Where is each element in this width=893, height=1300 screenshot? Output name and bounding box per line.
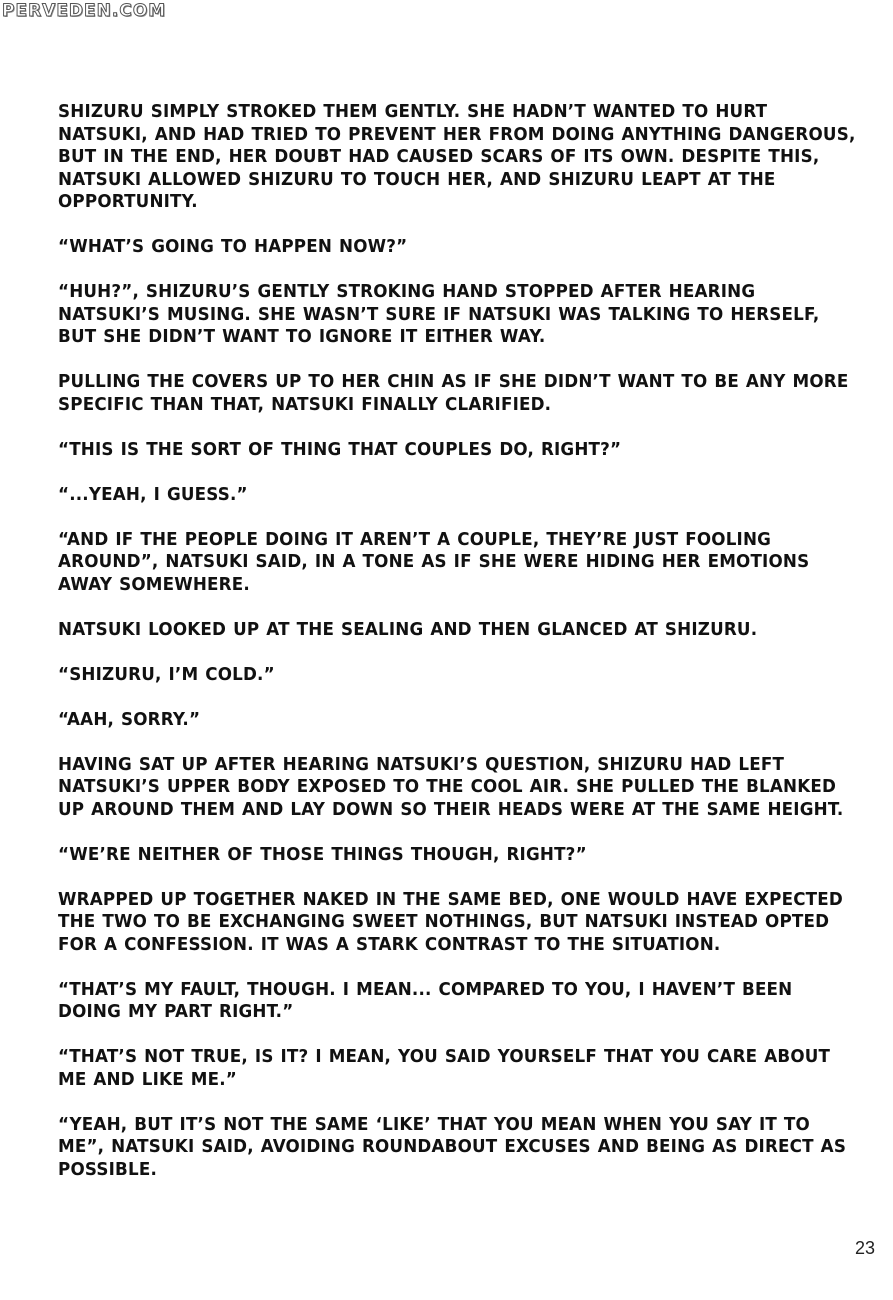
paragraph-5: “THIS IS THE SORT OF THING THAT COUPLES DO, RIGHT?” <box>58 438 622 460</box>
paragraph-16: “YEAH, BUT IT’S NOT THE SAME ‘LIKE’ THAT YOU MEAN WHEN YOU SAY IT TO ME”, NATSUKI SAID, AVOIDING ROUNDABOUT EXCUSES AND BEING AS DIRECT AS POSSIBLE. <box>58 1113 847 1180</box>
paragraph-10: “AAH, SORRY.” <box>58 708 201 730</box>
paragraph-11: HAVING SAT UP AFTER HEARING NATSUKI’S QUESTION, SHIZURU HAD LEFT NATSUKI’S UPPER BODY EXPOSED TO THE COOL AIR. SHE PULLED THE BLANKED UP AROUND THEM AND LAY DOWN SO THEIR HEADS WERE AT THE SAME HEIGHT. <box>58 753 844 820</box>
paragraph-14: “THAT’S MY FAULT, THOUGH. I MEAN... COMPARED TO YOU, I HAVEN’T BEEN DOING MY PART RIGHT.” <box>58 978 793 1022</box>
paragraph-1: SHIZURU SIMPLY STROKED THEM GENTLY. SHE HADN’T WANTED TO HURT NATSUKI, AND HAD TRIED TO PREVENT HER FROM DOING ANYTHING DANGEROUS, BUT IN THE END, HER DOUBT HAD CAUSED SCARS OF ITS OWN. DESPITE THIS, NATSUKI ALLOWED SHIZURU TO TOUCH HER, AND SHIZURU LEAPT AT THE OPPORTUNITY. <box>58 101 856 212</box>
paragraph-9: “SHIZURU, I’M COLD.” <box>58 663 275 685</box>
paragraph-8: NATSUKI LOOKED UP AT THE SEALING AND THEN GLANCED AT SHIZURU. <box>58 618 758 640</box>
paragraph-3: “HUH?”, SHIZURU’S GENTLY STROKING HAND STOPPED AFTER HEARING NATSUKI’S MUSING. SHE WASN’T SURE IF NATSUKI WAS TALKING TO HERSELF, BUT SHE DIDN’T WANT TO IGNORE IT EITHER WAY. <box>58 281 820 347</box>
paragraph-15: “THAT’S NOT TRUE, IS IT? I MEAN, YOU SAID YOURSELF THAT YOU CARE ABOUT ME AND LIKE ME.” <box>58 1046 831 1090</box>
paragraph-12: “WE’RE NEITHER OF THOSE THINGS THOUGH, RIGHT?” <box>58 843 587 865</box>
paragraph-4: PULLING THE COVERS UP TO HER CHIN AS IF SHE DIDN’T WANT TO BE ANY MORE SPECIFIC THAN THAT, NATSUKI FINALLY CLARIFIED. <box>58 371 849 415</box>
paragraph-13: WRAPPED UP TOGETHER NAKED IN THE SAME BED, ONE WOULD HAVE EXPECTED THE TWO TO BE EXCHANGING SWEET NOTHINGS, BUT NATSUKI INSTEAD OPTED FOR A CONFESSION. IT WAS A STARK CONTRAST TO THE SITUATION. <box>58 888 843 955</box>
paragraph-6: “...YEAH, I GUESS.” <box>58 483 248 505</box>
paragraph-7: “AND IF THE PEOPLE DOING IT AREN’T A COUPLE, THEY’RE JUST FOOLING AROUND”, NATSUKI SAID, IN A TONE AS IF SHE WERE HIDING HER EMOTIONS AWAY SOMEWHERE. <box>58 528 810 595</box>
page-number: 23 <box>854 1238 875 1258</box>
paragraph-2: “WHAT’S GOING TO HAPPEN NOW?” <box>58 236 408 257</box>
page-text-body <box>58 101 858 1204</box>
site-watermark: PERVEDEN.COM <box>0 0 170 22</box>
